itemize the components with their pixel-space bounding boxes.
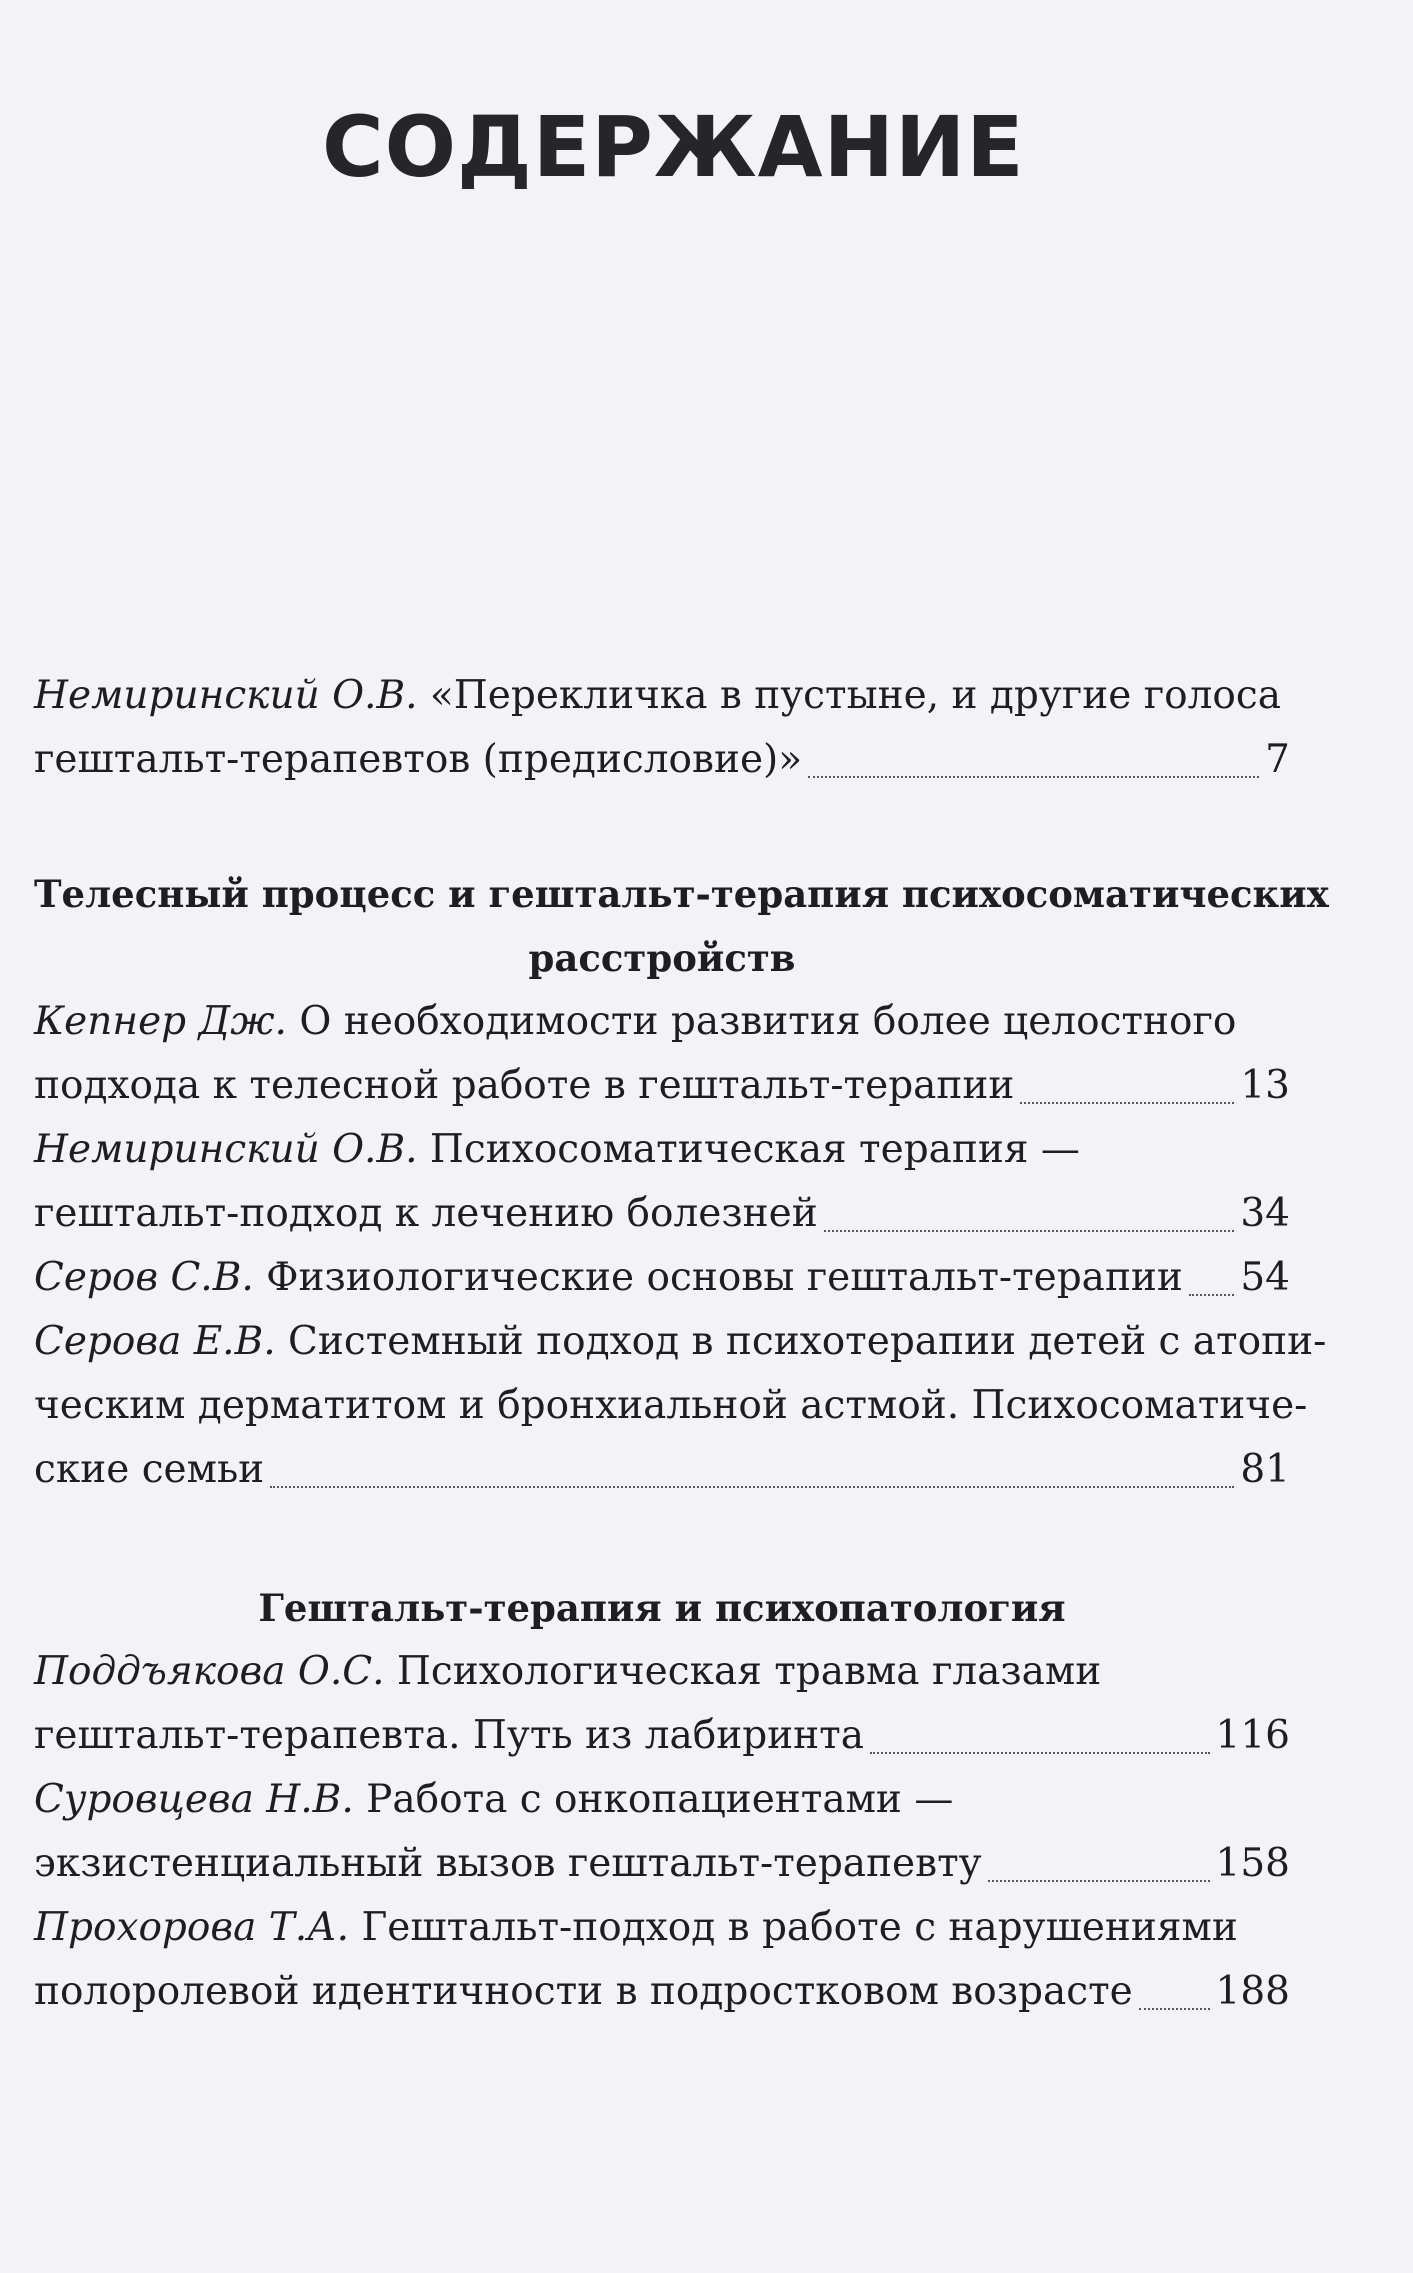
entry-title-line: «Перекличка в пустыне, и другие голоса xyxy=(429,673,1281,718)
toc-section-body xyxy=(34,862,1329,1502)
dot-leader xyxy=(1020,1102,1234,1104)
toc-entry[interactable] xyxy=(34,990,1290,1118)
entry-title-line: Гештальт-подход в работе с нарушениями xyxy=(361,1905,1238,1950)
entry-page-number: 81 xyxy=(1240,1447,1290,1492)
entry-title-line: подхода к телесной работе в гештальт-терапии xyxy=(34,1063,1015,1108)
dot-leader xyxy=(1139,2008,1210,2010)
toc-entry[interactable] xyxy=(34,1246,1290,1310)
toc-entry[interactable] xyxy=(34,1310,1327,1502)
dot-leader xyxy=(824,1230,1235,1232)
entry-title-line: О необходимости развития более целостного xyxy=(299,999,1237,1044)
dot-leader xyxy=(808,776,1259,778)
entry-title-line: Физиологические основы гештальт-терапии xyxy=(266,1255,1183,1300)
entry-page-number: 7 xyxy=(1265,737,1290,782)
dot-leader xyxy=(870,1752,1210,1754)
entry-author: Кепнер Дж. xyxy=(34,999,287,1044)
dot-leader xyxy=(988,1880,1210,1882)
section-heading-line: Гештальт-терапия и психопатология xyxy=(258,1586,1066,1630)
entry-title-line: Работа с онкопациентами — xyxy=(366,1777,954,1822)
entry-author: Прохорова Т.А. xyxy=(34,1905,350,1950)
toc-entry[interactable] xyxy=(34,664,1290,792)
entry-page-number: 54 xyxy=(1240,1255,1290,1300)
section-heading xyxy=(34,862,1329,990)
entry-title-line: Психологическая травма глазами xyxy=(396,1649,1102,1694)
toc-list-intro xyxy=(34,664,1290,792)
dot-leader xyxy=(270,1486,1234,1488)
entry-page-number: 13 xyxy=(1240,1063,1290,1108)
section-heading-line: расстройств xyxy=(528,936,796,980)
section-heading xyxy=(34,1576,1290,1640)
dot-leader xyxy=(1189,1294,1234,1296)
entry-title-line: полоролевой идентичности в подростковом возрасте xyxy=(34,1969,1133,2014)
entry-author: Поддъякова О.С. xyxy=(34,1649,385,1694)
entry-title-line: ские семьи xyxy=(34,1447,265,1492)
entry-author: Немиринский О.В. xyxy=(34,1127,418,1172)
entry-page-number: 188 xyxy=(1215,1969,1290,2014)
entry-author: Немиринский О.В. xyxy=(34,673,418,718)
entry-author: Серова Е.В. xyxy=(34,1319,276,1364)
entry-title-line: ческим дерматитом и бронхиальной астмой. Психосоматиче- xyxy=(34,1383,1308,1428)
entry-author: Суровцева Н.В. xyxy=(34,1777,354,1822)
entry-title-line: гештальт-терапевтов (предисловие)» xyxy=(34,737,803,782)
toc-entry[interactable] xyxy=(34,1896,1290,2024)
entry-title-line: Системный подход в психотерапии детей с атопи- xyxy=(288,1319,1327,1364)
toc-entry[interactable] xyxy=(34,1640,1290,1768)
section-heading-line: Телесный процесс и гештальт-терапия психосоматических xyxy=(34,872,1329,916)
page-title: СОДЕРЖАНИЕ xyxy=(322,98,1025,196)
entry-page-number: 158 xyxy=(1215,1841,1290,1886)
toc-section-psychopathology xyxy=(34,1576,1290,2024)
entry-title-line: экзистенциальный вызов гештальт-терапевту xyxy=(34,1841,982,1886)
entry-title-line: Психосоматическая терапия — xyxy=(429,1127,1080,1172)
entry-title-line: гештальт-подход к лечению болезней xyxy=(34,1191,818,1236)
toc-entry[interactable] xyxy=(34,1768,1290,1896)
entry-title-line: гештальт-терапевта. Путь из лабиринта xyxy=(34,1713,864,1758)
entry-author: Серов С.В. xyxy=(34,1255,254,1300)
entry-page-number: 34 xyxy=(1240,1191,1290,1236)
entry-page-number: 116 xyxy=(1215,1713,1290,1758)
toc-entry[interactable] xyxy=(34,1118,1290,1246)
